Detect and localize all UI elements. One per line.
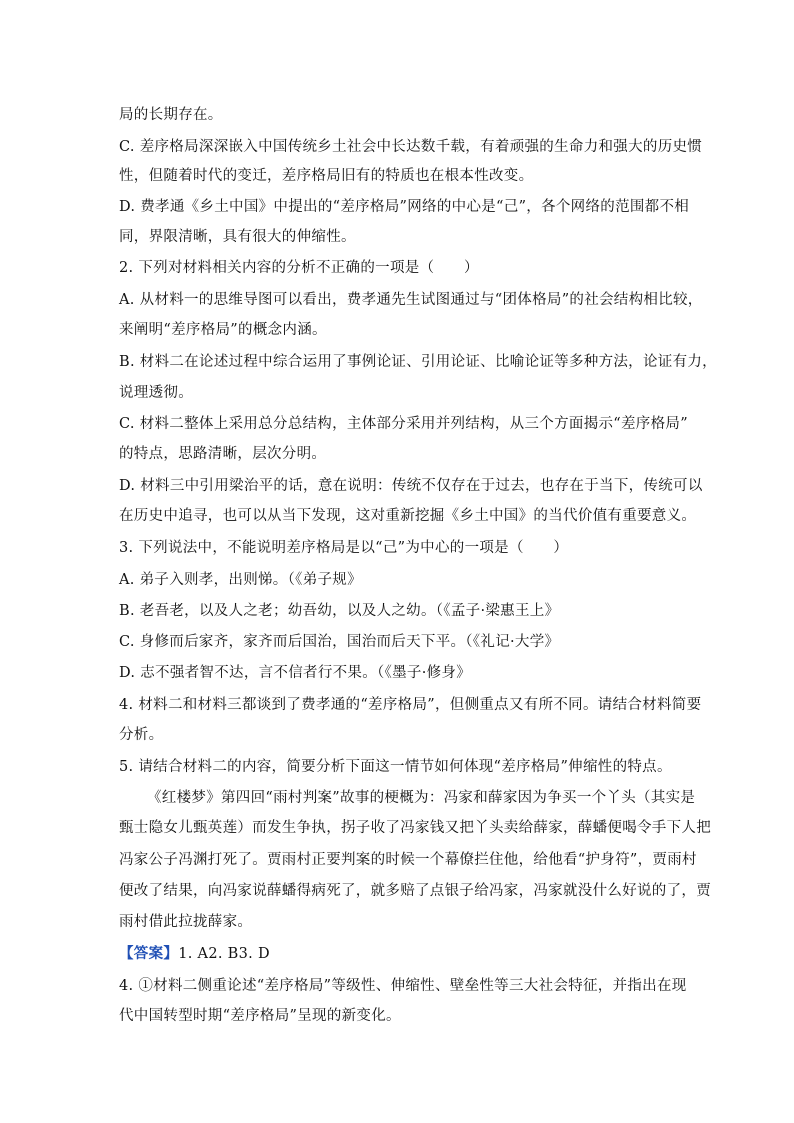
paragraph-line: 局的长期存在。	[119, 107, 223, 123]
q2-option-c-line: C. 材料二整体上采用总分总结构，主体部分采用并列结构，从三个方面揭示“差序格局”	[119, 416, 688, 432]
answer-line	[119, 944, 679, 964]
story-passage-line: 《红楼梦》第四回“雨村判案”故事的梗概为：冯家和薛家因为争买一个丫头（其实是	[147, 790, 696, 806]
question-4-stem: 分析。	[119, 727, 164, 743]
question-5-stem: 5. 请结合材料二的内容，简要分析下面这一情节如何体现“差序格局”伸缩性的特点。	[119, 759, 672, 775]
option-d-line: 同，界限清晰，具有很大的伸缩性。	[119, 229, 356, 245]
q3-option-b: B. 老吾老，以及人之老；幼吾幼，以及人之幼。（《孟子·梁惠王上》	[119, 603, 560, 619]
option-c-line: 性，但随着时代的变迁，差序格局旧有的特质也在根本性改变。	[119, 168, 534, 184]
q3-option-a: A. 弟子入则孝，出则悌。（《弟子规》	[119, 572, 362, 588]
q3-option-c: C. 身修而后家齐，家齐而后国治，国治而后天下平。（《礼记·大学》	[119, 634, 560, 650]
question-2-stem: 2. 下列对材料相关内容的分析不正确的一项是（ ）	[119, 260, 479, 276]
answer-text: 1. A2. B3. D	[178, 946, 270, 962]
option-d-line: D. 费孝通《乡土中国》中提出的“差序格局”网络的中心是“己”，各个网络的范围都不相	[119, 199, 690, 215]
answer-4-line: 代中国转型时期“差序格局”呈现的新变化。	[119, 1008, 401, 1024]
q2-option-c-line: 的特点，思路清晰，层次分明。	[119, 446, 327, 462]
answer-4-line: 4. ①材料二侧重论述“差序格局”等级性、伸缩性、壁垒性等三大社会特征，并指出在现	[119, 978, 687, 994]
q2-option-d-line: 在历史中追寻，也可以从当下发现，这对重新挖掘《乡土中国》的当代价值有重要意义。	[119, 508, 697, 524]
question-4-stem: 4. 材料二和材料三都谈到了费孝通的“差序格局”，但侧重点又有所不同。请结合材料简要	[119, 697, 702, 713]
q2-option-a-line: 来阐明“差序格局”的概念内涵。	[119, 322, 327, 338]
question-3-stem: 3. 下列说法中，不能说明差序格局是以“己”为中心的一项是（ ）	[119, 540, 569, 556]
q2-option-b-line: B. 材料二在论述过程中综合运用了事例论证、引用论证、比喻论证等多种方法，论证有力，	[119, 354, 717, 370]
q2-option-a-line: A. 从材料一的思维导图可以看出，费孝通先生试图通过与“团体格局”的社会结构相比较，	[119, 292, 703, 308]
q2-option-b-line: 说理透彻。	[119, 385, 193, 401]
option-c-line: C. 差序格局深深嵌入中国传统乡土社会中长达数千载，有着顽强的生命力和强大的历史惯	[119, 139, 703, 155]
q3-option-d: D. 志不强者智不达，言不信者行不果。（《墨子·修身》	[119, 665, 472, 681]
q2-option-d-line: D. 材料三中引用梁治平的话，意在说明：传统不仅存在于过去，也存在于当下，传统可以	[119, 478, 703, 494]
story-passage-line: 雨村借此拉拢薛家。	[119, 914, 253, 930]
answer-tag: 【答案】	[119, 945, 179, 962]
story-passage-line: 甄士隐女儿甄英莲）而发生争执，拐子收了冯家钱又把丫头卖给薛家，薛蟠便喝令手下人把	[119, 820, 711, 836]
story-passage-line: 便改了结果，向冯家说薛蟠得病死了，就多赔了点银子给冯家，冯家就没什么好说的了，贾	[119, 883, 711, 899]
story-passage-line: 冯家公子冯渊打死了。贾雨村正要判案的时候一个幕僚拦住他，给他看“护身符”，贾雨村	[119, 852, 697, 868]
